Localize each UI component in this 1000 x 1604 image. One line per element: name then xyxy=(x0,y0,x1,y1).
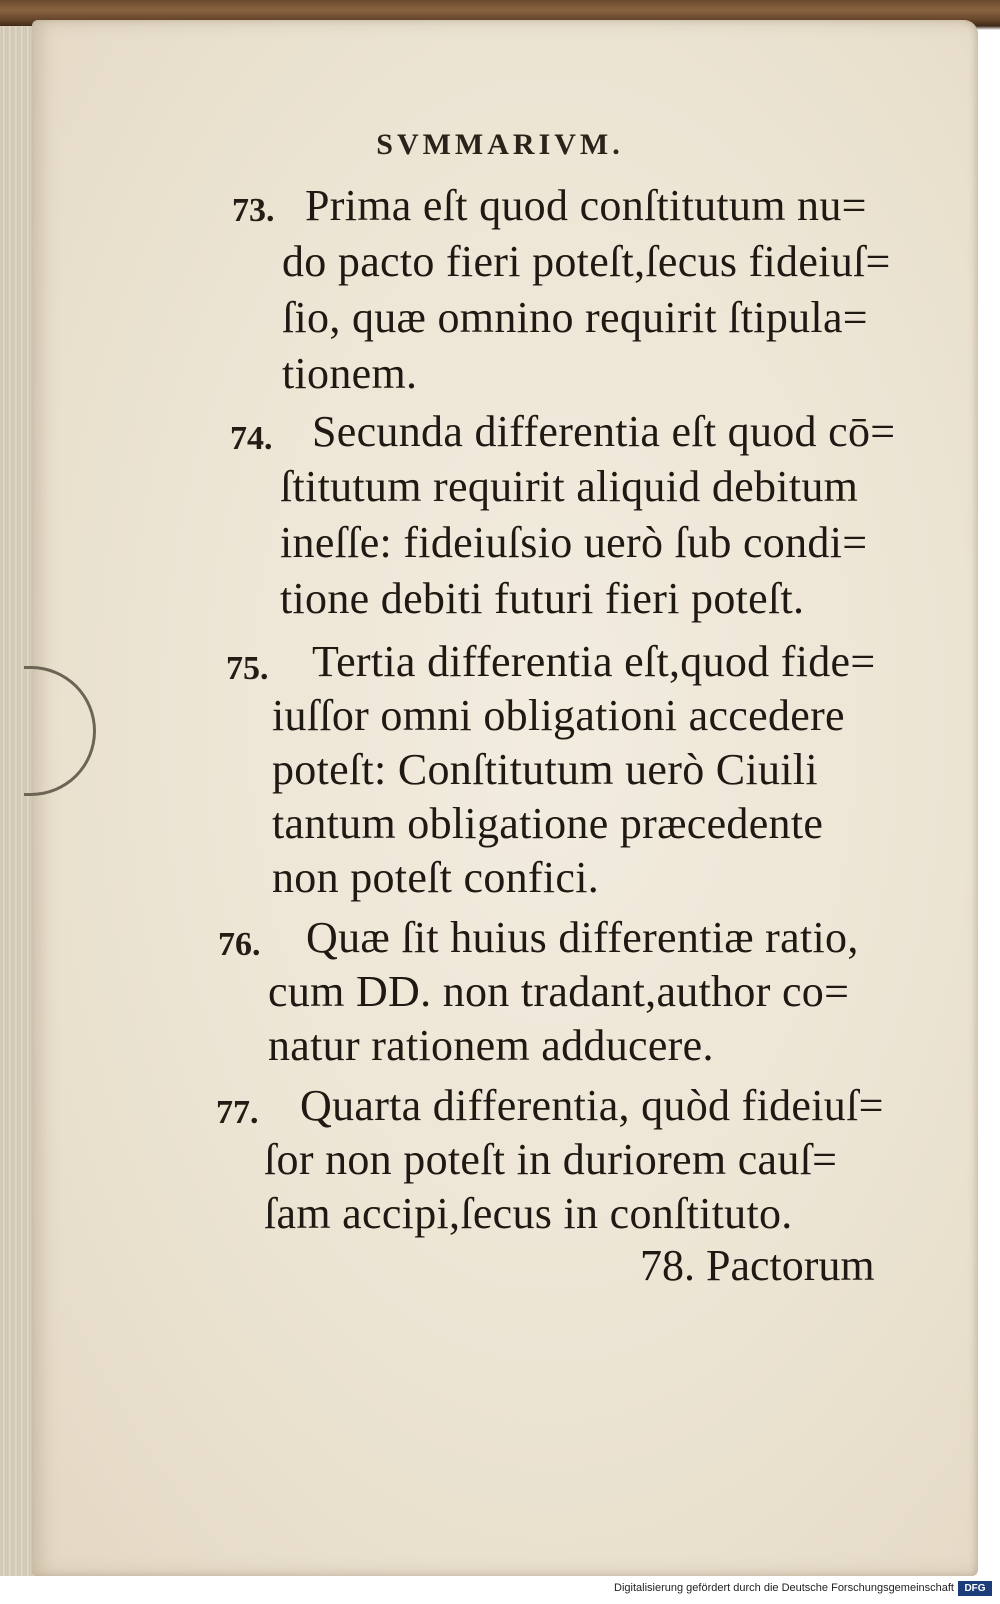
entry-number: 74. xyxy=(230,420,273,457)
entry-line: Secunda differentia eſt quod cō= xyxy=(312,407,896,456)
entry-line: Quarta differentia, quòd fideiuſ= xyxy=(300,1081,884,1130)
entry-line: non poteſt confici. xyxy=(272,853,600,902)
digitization-credit: Digitalisierung gefördert durch die Deutsche Forschungsgemeinschaft xyxy=(614,1582,954,1594)
entry-number: 75. xyxy=(226,650,269,687)
entry-line: ſam accipi,ſecus in conſtituto. xyxy=(264,1189,793,1238)
entry-line: ſio, quæ omnino requirit ſtipula= xyxy=(282,293,868,342)
entry-line: tantum obligatione præcedente xyxy=(272,799,824,848)
entry-line: tionem. xyxy=(282,349,418,398)
dfg-logo: DFG xyxy=(958,1581,992,1596)
entry-line: natur rationem adducere. xyxy=(268,1021,714,1070)
entry-number: 73. xyxy=(232,192,275,229)
entry-line: iuſſor omni obligationi accedere xyxy=(272,691,845,740)
running-head: SVMMARIVM. xyxy=(376,128,624,161)
entry-line: Quæ ſit huius differentiæ ratio, xyxy=(306,913,859,962)
entry-number: 77. xyxy=(216,1094,259,1131)
entry-line: do pacto fieri poteſt,ſecus fideiuſ= xyxy=(282,237,891,286)
entry-line: Prima eſt quod conſtitutum nu= xyxy=(305,181,867,230)
entry-line: cum DD. non tradant,author co= xyxy=(268,967,850,1016)
entry-line: Tertia differentia eſt,quod fide= xyxy=(312,637,876,686)
page-clip xyxy=(24,666,96,796)
entry-line: poteſt: Conſtitutum uerò Ciuili xyxy=(272,745,818,794)
entry-line: ſor non poteſt in duriorem cauſ= xyxy=(264,1135,838,1184)
entry-line: ineſſe: fideiuſsio uerò ſub condi= xyxy=(280,518,868,567)
entry-line: tione debiti futuri fieri poteſt. xyxy=(280,574,805,623)
catchword: 78. Pactorum xyxy=(640,1241,875,1290)
entry-number: 76. xyxy=(218,926,261,963)
entry-line: ſtitutum requirit aliquid debitum xyxy=(280,462,859,511)
